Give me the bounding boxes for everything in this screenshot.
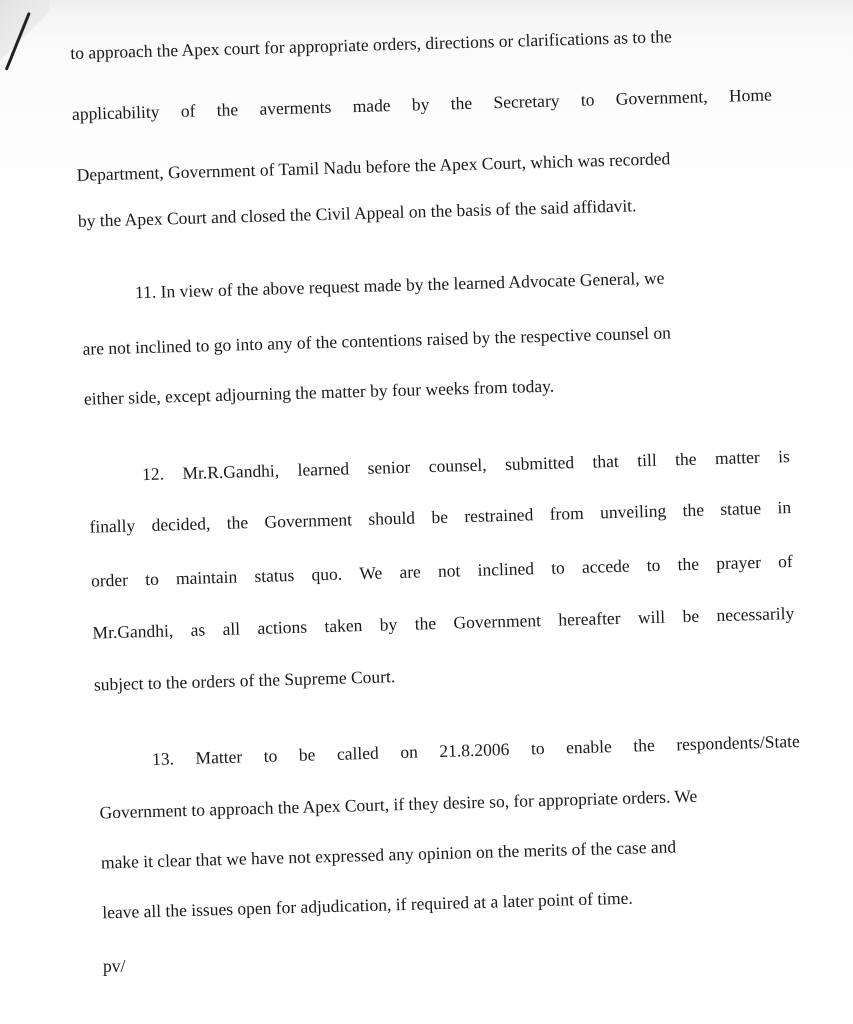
word: by: [411, 93, 430, 115]
footer-initials: pv/: [103, 956, 126, 976]
text-line: are not inclined to go into any of the contentions raised by the respective counsel on: [82, 322, 672, 359]
word: Government: [453, 610, 542, 633]
word: be: [682, 605, 700, 627]
word: taken: [324, 615, 363, 637]
scan-edge-shadow: [0, 0, 50, 100]
word: as: [190, 619, 206, 640]
word: all: [222, 618, 241, 639]
text-line: leave all the issues open for adjudication, if required at a later point of time.: [102, 887, 634, 923]
text-line: [92, 602, 794, 644]
word: be: [298, 744, 316, 765]
word: We: [359, 562, 383, 584]
text-line: either side, except adjourning the matter by four weeks from today.: [83, 375, 555, 409]
word: Government,: [615, 86, 708, 109]
word: the: [633, 734, 655, 756]
text-line: [142, 445, 790, 485]
word: to: [144, 568, 160, 590]
word: to: [646, 554, 661, 576]
word: in: [777, 497, 792, 518]
word: order: [90, 569, 129, 591]
word: called: [336, 742, 380, 764]
word: should: [368, 507, 416, 529]
text-line: subject to the orders of the Supreme Court.: [93, 666, 396, 695]
word: be: [431, 506, 449, 528]
word: the: [677, 553, 700, 575]
word: hereafter: [558, 607, 621, 630]
word: will: [637, 606, 666, 628]
text-line: by the Apex Court and closed the Civil Appeal on the basis of the said affidavit.: [77, 195, 637, 231]
word: by: [379, 614, 398, 635]
word: quo.: [311, 563, 343, 585]
word: submitted: [504, 452, 575, 475]
word: Mr.Gandhi,: [92, 620, 174, 643]
word: applicability: [71, 101, 160, 124]
word: 12.: [141, 463, 165, 485]
word: of: [777, 551, 793, 572]
word: enable: [565, 736, 613, 758]
word: maintain: [175, 566, 238, 589]
word: status: [254, 564, 295, 587]
word: is: [777, 446, 791, 467]
word: not: [437, 560, 461, 581]
word: to: [580, 89, 595, 110]
word: 21.8.2006: [439, 739, 510, 761]
word: Government: [264, 509, 353, 532]
word: the: [226, 512, 249, 533]
word: Matter: [195, 746, 243, 768]
word: the: [414, 613, 437, 634]
word: statue: [720, 497, 762, 520]
word: respondents/State: [676, 730, 800, 755]
word: the: [216, 99, 239, 120]
text-line: [91, 550, 793, 592]
word: finally: [89, 515, 136, 537]
word: of: [180, 100, 196, 121]
document-body: [70, 22, 800, 923]
text-line: [72, 83, 772, 125]
word: accede: [581, 555, 630, 577]
word: the: [450, 92, 473, 114]
word: till: [636, 449, 657, 471]
word: from: [549, 502, 584, 524]
word: restrained: [464, 504, 534, 527]
word: to: [530, 738, 545, 759]
word: prayer: [715, 551, 762, 574]
word: actions: [257, 616, 308, 638]
word: matter: [714, 446, 760, 469]
text-line: 11. In view of the above request made by the learned Advocate General, we: [134, 267, 665, 303]
word: decided,: [151, 513, 211, 535]
text-line: [89, 496, 791, 538]
word: are: [399, 561, 422, 583]
text-line: [152, 730, 800, 770]
word: 13.: [151, 748, 175, 769]
word: on: [400, 741, 419, 763]
word: Secretary: [493, 90, 560, 113]
text-line: to approach the Apex court for appropriate orders, directions or clarifications as to the: [70, 26, 672, 63]
text-line: Department, Government of Tamil Nadu before the Apex Court, which was recorded: [76, 148, 671, 185]
word: averments: [259, 96, 332, 119]
word: to: [263, 745, 278, 766]
word: Home: [728, 84, 772, 106]
word: senior: [367, 456, 411, 478]
word: the: [682, 499, 705, 521]
word: Mr.R.Gandhi,: [182, 460, 280, 484]
word: inclined: [477, 558, 535, 580]
text-line: make it clear that we have not expressed any opinion on the merits of the case and: [100, 836, 677, 873]
text-line: Government to approach the Apex Court, if they desire so, for appropriate orders. We: [99, 785, 698, 823]
word: to: [550, 557, 566, 578]
word: counsel,: [428, 454, 487, 477]
word: necessarily: [716, 603, 795, 626]
word: the: [674, 448, 697, 470]
word: unveiling: [599, 500, 667, 523]
word: that: [592, 450, 620, 472]
word: made: [352, 95, 391, 117]
word: learned: [297, 458, 350, 480]
